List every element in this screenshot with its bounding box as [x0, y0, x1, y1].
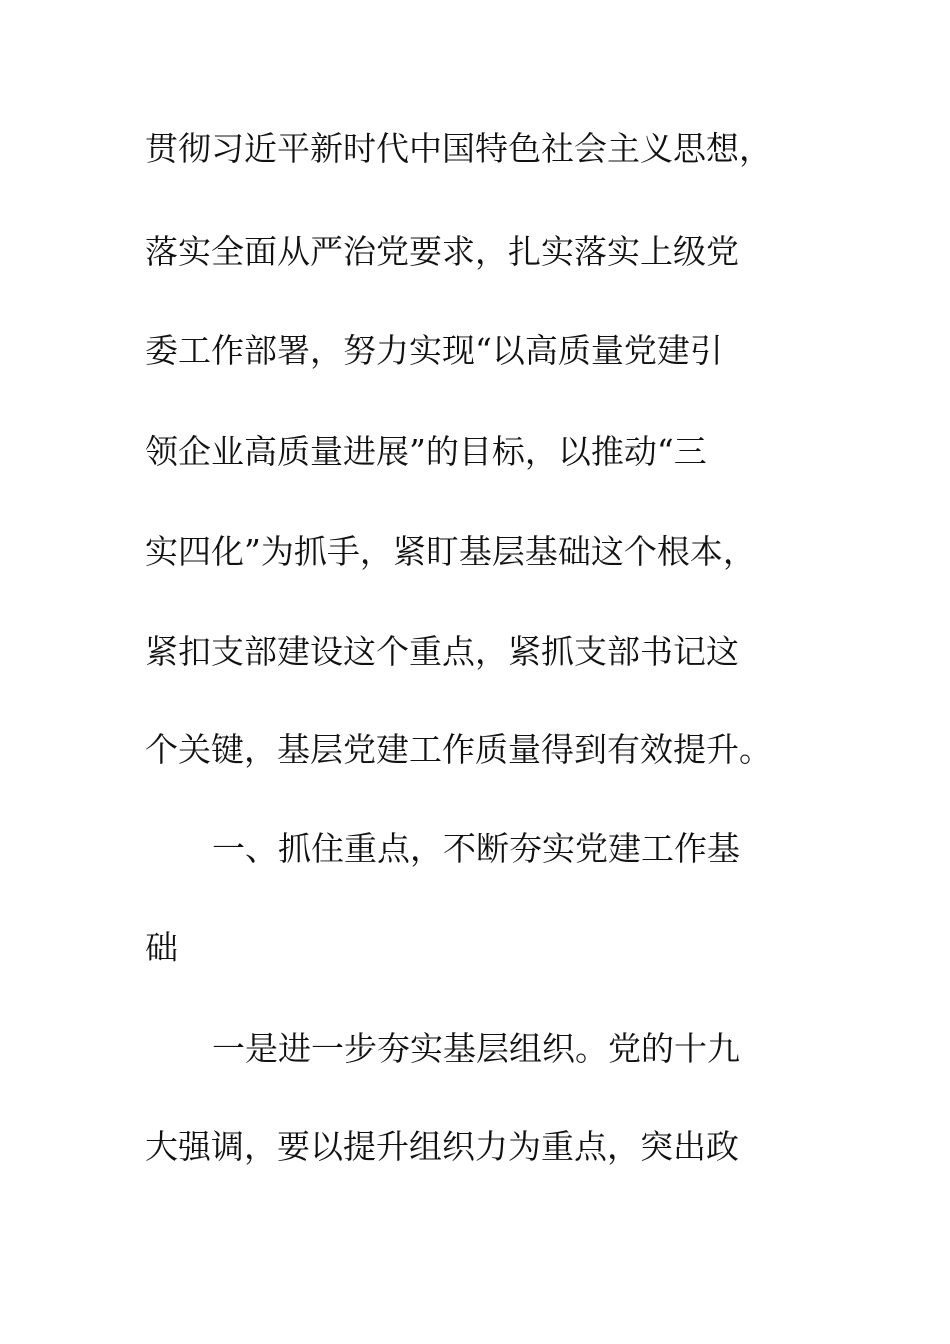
body-text-line: 大强调，要以提升组织力为重点，突出政 [145, 1127, 739, 1166]
paragraph-first-line: 一是进一步夯实基层组织。党的十九 [212, 1029, 740, 1068]
body-text-line: 领企业高质量进展”的目标，以推动“三 [145, 432, 707, 471]
body-text-line: 个关键，基层党建工作质量得到有效提升。 [145, 730, 772, 769]
body-text-line: 贯彻习近平新时代中国特色社会主义思想， [145, 129, 772, 168]
body-text-line: 委工作部署，努力实现“以高质量党建引 [145, 331, 723, 370]
body-text-line: 实四化”为抓手，紧盯基层基础这个根本， [145, 532, 756, 571]
body-text-line: 紧扣支部建设这个重点，紧抓支部书记这 [145, 632, 739, 671]
section-heading: 一、抓住重点，不断夯实党建工作基 [212, 829, 740, 868]
body-text-line: 落实全面从严治党要求，扎实落实上级党 [145, 232, 739, 271]
section-heading-continuation: 础 [145, 928, 178, 967]
